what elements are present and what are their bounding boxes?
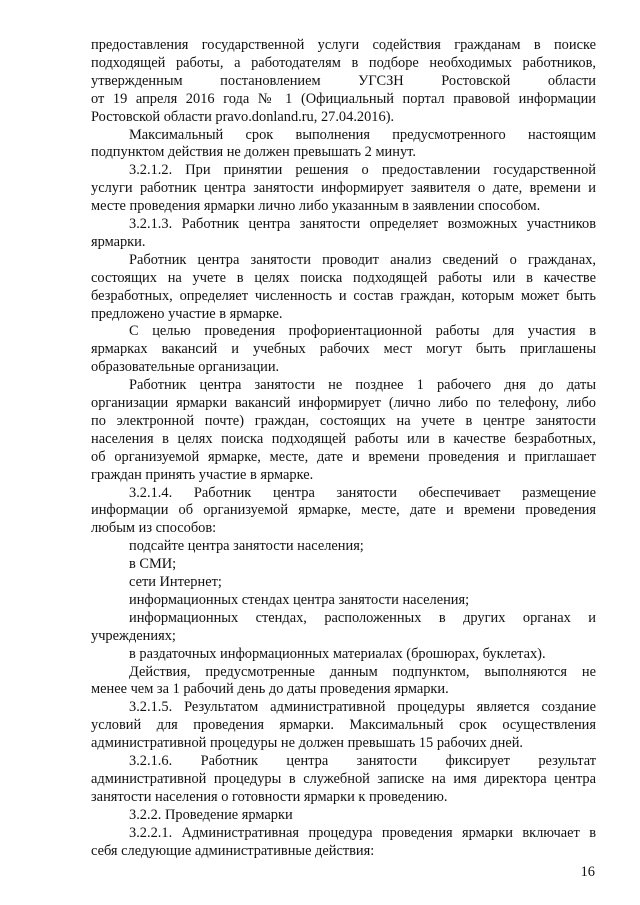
text-line: по электронной почте) граждан, состоящих на учете в центре занятости [91, 412, 596, 429]
text-line: 3.2.1.3. Работник центра занятости определяет возможных участников [129, 216, 596, 232]
text-line: подходящей работы, а работодателям в подборе необходимых работников, [91, 54, 596, 71]
text-line: состоящих на учете в целях поиска подходящей работы или в качестве [91, 269, 596, 286]
text-line: себя следующие административные действия: [91, 842, 375, 859]
text-line: утвержденным постановлением УГСЗН Ростовской области [91, 72, 596, 89]
text-line: Действия, предусмотренные данным подпунктом, выполняются не [129, 663, 596, 680]
list-item: в раздаточных информационных материалах (брошюрах, буклетах). [129, 645, 546, 662]
text-line: менее чем за 1 рабочий день до даты проведения ярмарки. [91, 681, 449, 698]
list-item: подсайте центра занятости населения; [129, 538, 364, 555]
text-line: 3.2.1.4. Работник центра занятости обеспечивает размещение [129, 484, 596, 501]
text-line: организации ярмарки вакансий информирует (лично либо по телефону, либо [91, 395, 596, 411]
text-line: ярмарках вакансий и учебных рабочих мест могут быть приглашены [91, 341, 596, 358]
section-heading: 3.2.2. Проведение ярмарки [129, 806, 293, 823]
text-line: 3.2.2.1. Административная процедура проведения ярмарки включает в [129, 824, 596, 841]
list-item: информационных стендах центра занятости населения; [129, 591, 470, 608]
text-line: 3.2.1.5. Результатом административной процедуры является создание [129, 699, 596, 716]
text-line: ярмарки. [91, 233, 146, 250]
text-line: Ростовской области pravo.donland.ru, 27.04.2016). [91, 108, 395, 125]
text-line: граждан принять участие в ярмарке. [91, 466, 314, 483]
page-number: 16 [580, 864, 595, 881]
text-line: образовательные организации. [91, 359, 280, 376]
text-line: административной процедуры в служебной записке на имя директора центра [91, 770, 596, 787]
text-line: услуги работник центра занятости информирует заявителя о дате, времени и [91, 180, 596, 197]
text-line: условий для проведения ярмарки. Максимальный срок осуществления [91, 717, 596, 734]
text-line: учреждениях; [91, 627, 176, 644]
text-line: занятости населения о готовности ярмарки к проведению. [91, 788, 448, 805]
text-line: об организуемой ярмарке, месте, дате и времени проведения и приглашает [91, 448, 596, 465]
list-item: информационных стендах, расположенных в других органах и [129, 609, 596, 626]
list-item: сети Интернет; [129, 574, 222, 590]
text-line: предоставления государственной услуги содействия гражданам в поиске [91, 37, 596, 53]
list-item: в СМИ; [129, 556, 177, 573]
text-line: безработных, определяет численность и состав граждан, которым может быть [91, 287, 596, 304]
text-line: месте проведения ярмарки лично либо указанным в заявлении способом. [91, 198, 541, 215]
text-line: предложено участие в ярмарке. [91, 305, 283, 322]
text-line: Работник центра занятости не позднее 1 рабочего дня до даты [129, 377, 596, 394]
text-line: Максимальный срок выполнения предусмотренного настоящим [129, 126, 596, 143]
text-line: информации об организуемой ярмарке, месте, дате и времени проведения [91, 502, 596, 519]
text-line: подпунктом действия не должен превышать 2 минут. [91, 144, 416, 161]
text-line: 3.2.1.2. При принятии решения о предоставлении государственной [129, 162, 596, 179]
text-line: С целью проведения профориентационной работы для участия в [129, 323, 596, 340]
text-line: от 19 апреля 2016 года № 1 (Официальный портал правовой информации [91, 90, 596, 107]
text-line: населения в целях поиска подходящей работы или в качестве безработных, [91, 430, 596, 447]
text-line: 3.2.1.6. Работник центра занятости фиксирует результат [129, 753, 596, 769]
text-line: административной процедуры не должен превышать 15 рабочих дней. [91, 735, 524, 752]
text-line: Работник центра занятости проводит анализ сведений о гражданах, [129, 251, 596, 268]
text-line: любым из способов: [91, 520, 217, 537]
